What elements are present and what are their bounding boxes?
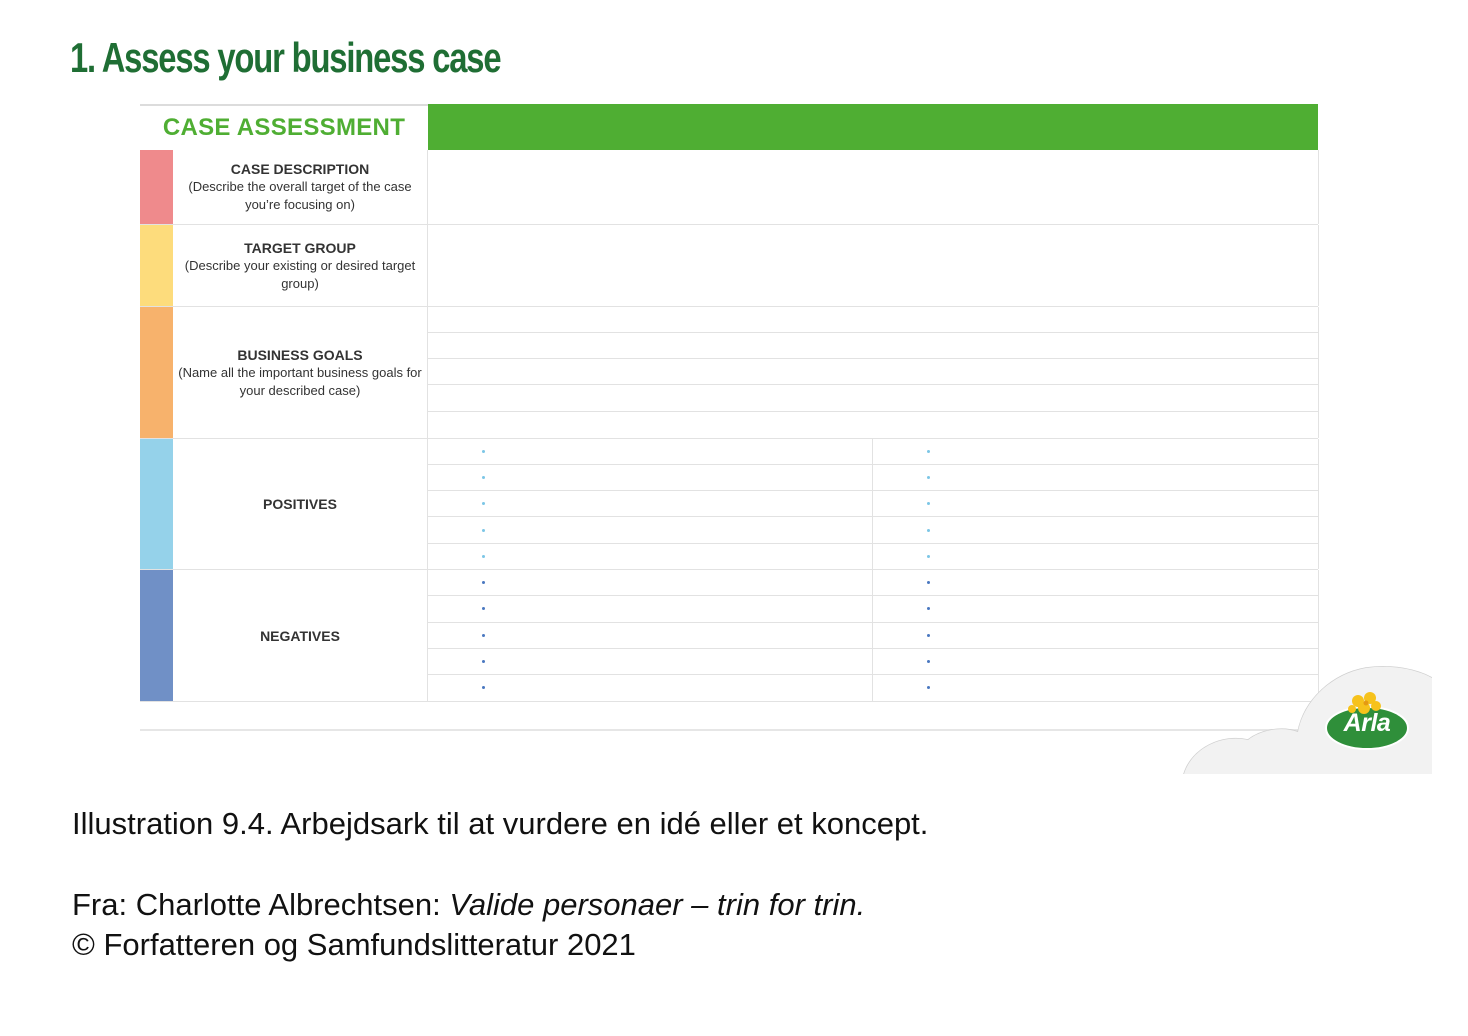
case-assessment-worksheet <box>140 104 1318 702</box>
source-credit <box>72 885 865 965</box>
section-positives <box>140 439 1318 570</box>
positives-bullet <box>927 529 930 532</box>
source-book-title: Valide personaer – trin for trin. <box>449 887 866 922</box>
positives-row-line <box>428 543 1318 544</box>
positives-color-swatch <box>140 439 173 569</box>
negatives-title: NEGATIVES <box>260 627 340 644</box>
positives-bullet <box>482 555 485 558</box>
negatives-bullet <box>482 581 485 584</box>
negatives-bullet <box>927 581 930 584</box>
source-line <box>72 885 865 925</box>
positives-row-line <box>428 490 1318 491</box>
figure-caption: Illustration 9.4. Arbejdsark til at vurdere en idé eller et koncept. <box>72 806 929 841</box>
goals-row-line <box>428 411 1318 412</box>
negatives-row-line <box>428 648 1318 649</box>
positives-bullet <box>927 450 930 453</box>
target-input-area[interactable] <box>428 225 1319 306</box>
positives-bullet <box>482 502 485 505</box>
target-description-text: (Describe your existing or desired target group) <box>184 257 416 291</box>
page-title: 1. Assess your business case <box>70 34 501 81</box>
goals-description-text: (Name all the important business goals for your described case) <box>178 364 422 398</box>
case-title: CASE DESCRIPTION <box>230 161 370 177</box>
arla-logo-text: Arla <box>1343 708 1391 737</box>
case-label-cell <box>173 150 428 224</box>
negatives-bullet <box>927 686 930 689</box>
case-color-swatch <box>140 150 173 224</box>
goals-input-area[interactable] <box>428 307 1319 438</box>
section-case-description <box>140 150 1318 225</box>
negatives-row-line <box>428 595 1318 596</box>
positives-label-cell <box>173 439 428 569</box>
case-description-text: (Describe the overall target of the case you’re focusing on) <box>188 179 412 212</box>
worksheet-header-title: CASE ASSESSMENT <box>162 114 406 141</box>
goals-row-line <box>428 358 1318 359</box>
negatives-row-line <box>428 622 1318 623</box>
section-business-goals <box>140 307 1318 439</box>
positives-bullet <box>482 529 485 532</box>
negatives-bullet <box>482 686 485 689</box>
negatives-bullet <box>927 660 930 663</box>
goals-label-cell <box>173 307 428 438</box>
negatives-column-divider <box>872 570 873 701</box>
positives-bullet <box>482 450 485 453</box>
goals-row-line <box>428 332 1318 333</box>
positives-input-area[interactable] <box>428 439 1319 569</box>
positives-bullet <box>927 502 930 505</box>
negatives-color-swatch <box>140 570 173 701</box>
target-title: TARGET GROUP <box>244 239 356 256</box>
worksheet-header-bar <box>428 104 1318 150</box>
negatives-bullet <box>482 607 485 610</box>
positives-row-line <box>428 464 1318 465</box>
source-prefix: Fra: Charlotte Albrechtsen: <box>72 887 450 922</box>
section-negatives <box>140 570 1318 702</box>
negatives-bullet <box>927 607 930 610</box>
section-target-group <box>140 225 1318 307</box>
negatives-bullet <box>927 634 930 637</box>
goals-color-swatch <box>140 307 173 438</box>
goals-row-line <box>428 384 1318 385</box>
negatives-bullet <box>482 660 485 663</box>
positives-title: POSITIVES <box>263 496 337 512</box>
arla-logo <box>1182 662 1432 774</box>
negatives-bullet <box>482 634 485 637</box>
positives-bullet <box>482 476 485 479</box>
copyright-line: © Forfatteren og Samfundslitteratur 2021 <box>72 927 636 962</box>
case-input-area[interactable] <box>428 150 1319 224</box>
positives-row-line <box>428 516 1318 517</box>
negatives-label-cell <box>173 570 428 701</box>
positives-column-divider <box>872 439 873 569</box>
positives-bullet <box>927 476 930 479</box>
positives-bullet <box>927 555 930 558</box>
worksheet-bottom-divider <box>140 729 1318 731</box>
goals-title: BUSINESS GOALS <box>237 346 363 363</box>
target-color-swatch <box>140 225 173 306</box>
target-label-cell <box>173 225 428 306</box>
